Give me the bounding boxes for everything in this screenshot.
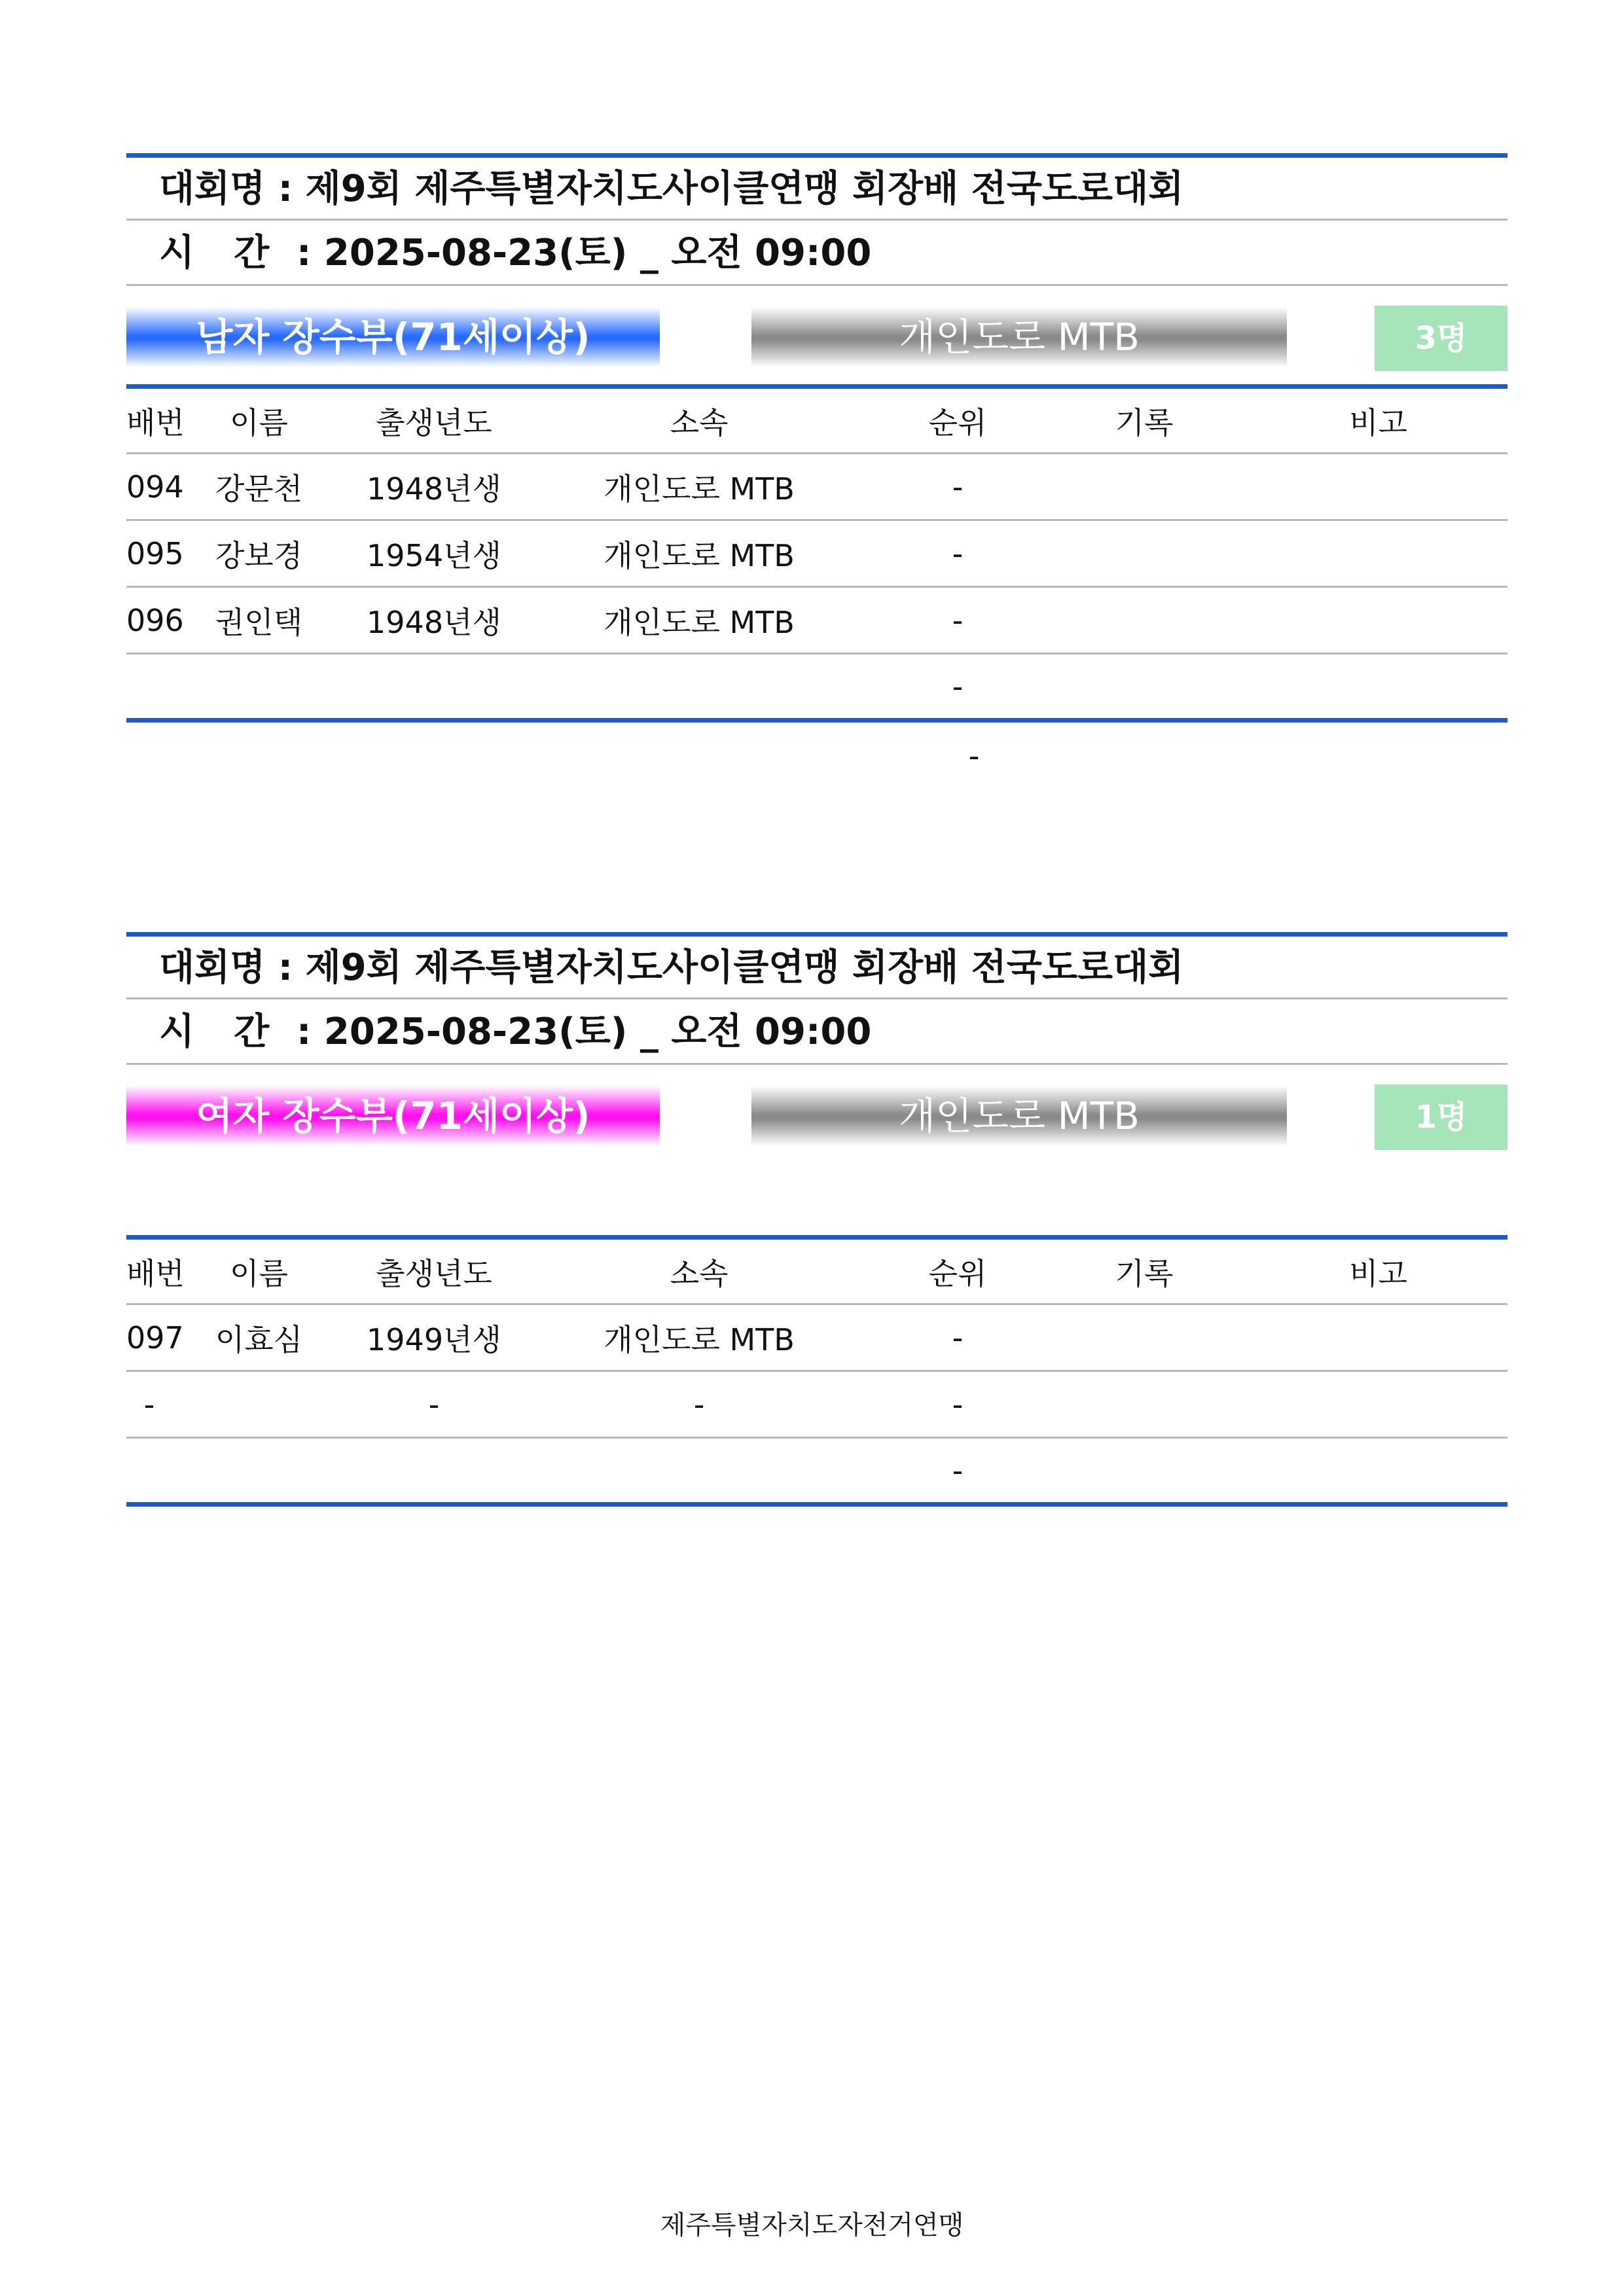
record-cell xyxy=(1039,1304,1249,1371)
entries-table xyxy=(126,384,1507,723)
birth-year-cell: 1949년생 xyxy=(367,1321,501,1357)
table-header-row xyxy=(126,387,1507,454)
name-cell: 권인택 xyxy=(215,604,303,640)
bib-cell xyxy=(126,654,172,721)
time-label-1: 시 xyxy=(159,232,195,274)
rank-cell: - xyxy=(952,668,964,704)
col-team: 소속 xyxy=(670,404,729,440)
birth-year-cell xyxy=(346,654,522,721)
rank-cell: - xyxy=(952,1386,964,1422)
time-value: : 2025-08-23(토) _ 오전 09:00 xyxy=(297,1011,872,1053)
time-value: : 2025-08-23(토) _ 오전 09:00 xyxy=(297,232,872,274)
rank-cell: - xyxy=(952,1319,964,1355)
record-cell xyxy=(1039,1438,1249,1505)
table-row xyxy=(126,654,1507,721)
category-name: 여자 장수부(71세이상) xyxy=(126,1086,660,1146)
time-row xyxy=(126,221,1507,286)
birth-year-cell: 1948년생 xyxy=(367,471,501,507)
note-cell xyxy=(1249,1304,1507,1371)
bib-cell: 094 xyxy=(126,469,184,505)
competition-title: 대회명 : 제9회 제주특별자치도사이클연맹 회장배 전국도로대회 xyxy=(126,932,1507,999)
record-cell xyxy=(1039,454,1249,520)
name-cell xyxy=(172,1438,346,1505)
team-cell: 개인도로 MTB xyxy=(604,604,795,640)
note-cell xyxy=(1249,654,1507,721)
name-cell: 강보경 xyxy=(215,537,303,573)
team-cell xyxy=(522,654,876,721)
col-bib: 배번 xyxy=(126,1255,185,1291)
table-row xyxy=(126,1304,1507,1371)
table-row xyxy=(126,454,1507,520)
name-cell xyxy=(172,1371,346,1438)
rank-cell: - xyxy=(952,469,964,505)
section-men-senior xyxy=(126,153,1507,789)
participant-count: 3명 xyxy=(1375,306,1507,371)
note-cell xyxy=(1249,520,1507,587)
col-bib: 배번 xyxy=(126,404,185,440)
bib-cell: 095 xyxy=(126,535,184,571)
note-cell xyxy=(1249,1438,1507,1505)
extra-rank-cell: - xyxy=(968,738,980,774)
col-name: 이름 xyxy=(230,1255,288,1291)
col-note: 비고 xyxy=(1349,1255,1407,1291)
category-row xyxy=(126,1065,1507,1163)
team-cell: 개인도로 MTB xyxy=(604,1321,795,1357)
birth-year-cell: 1948년생 xyxy=(367,604,501,640)
table-header-row xyxy=(126,1238,1507,1304)
rank-cell: - xyxy=(952,535,964,571)
col-birth-year: 출생년도 xyxy=(376,404,492,440)
name-cell: 이효심 xyxy=(215,1321,303,1357)
record-cell xyxy=(1039,1371,1249,1438)
rank-cell: - xyxy=(952,1452,964,1488)
birth-year-cell xyxy=(346,1438,522,1505)
bib-cell xyxy=(126,1438,172,1505)
category-row xyxy=(126,286,1507,384)
table-row xyxy=(126,1438,1507,1505)
time-label-2: 간 xyxy=(234,1011,270,1053)
birth-year-cell: - xyxy=(428,1386,440,1422)
table-row xyxy=(126,520,1507,587)
footer-organization: 제주특별자치도자전거연맹 xyxy=(660,2210,964,2240)
time-row xyxy=(126,999,1507,1065)
note-cell xyxy=(1249,454,1507,520)
bib-cell: - xyxy=(143,1386,155,1422)
competition-title: 대회명 : 제9회 제주특별자치도사이클연맹 회장배 전국도로대회 xyxy=(126,153,1507,221)
team-cell: 개인도로 MTB xyxy=(604,471,795,507)
col-record: 기록 xyxy=(1115,1255,1174,1291)
category-type: 개인도로 MTB xyxy=(751,307,1287,367)
time-label-1: 시 xyxy=(159,1011,195,1053)
col-rank: 순위 xyxy=(928,1255,987,1291)
name-cell: 강문천 xyxy=(215,471,303,507)
col-rank: 순위 xyxy=(928,404,987,440)
participant-count: 1명 xyxy=(1375,1085,1507,1150)
record-cell xyxy=(1039,587,1249,654)
entries-table xyxy=(126,1235,1507,1507)
col-birth-year: 출생년도 xyxy=(376,1255,492,1291)
note-cell xyxy=(1249,1371,1507,1438)
note-cell xyxy=(1249,587,1507,654)
birth-year-cell: 1954년생 xyxy=(367,537,501,573)
table-row xyxy=(126,587,1507,654)
time-label-2: 간 xyxy=(234,232,270,274)
extra-rank-row xyxy=(126,723,1507,789)
bib-cell: 096 xyxy=(126,602,184,638)
col-team: 소속 xyxy=(670,1255,729,1291)
table-row xyxy=(126,1371,1507,1438)
team-cell: 개인도로 MTB xyxy=(604,537,795,573)
col-note: 비고 xyxy=(1349,404,1407,440)
name-cell xyxy=(172,654,346,721)
category-type: 개인도로 MTB xyxy=(751,1086,1287,1146)
rank-cell: - xyxy=(952,602,964,638)
record-cell xyxy=(1039,654,1249,721)
col-name: 이름 xyxy=(230,404,288,440)
col-record: 기록 xyxy=(1115,404,1174,440)
record-cell xyxy=(1039,520,1249,587)
bib-cell: 097 xyxy=(126,1319,184,1355)
team-cell xyxy=(522,1438,876,1505)
section-women-senior xyxy=(126,932,1507,1507)
category-name: 남자 장수부(71세이상) xyxy=(126,307,660,367)
team-cell: - xyxy=(693,1386,705,1422)
